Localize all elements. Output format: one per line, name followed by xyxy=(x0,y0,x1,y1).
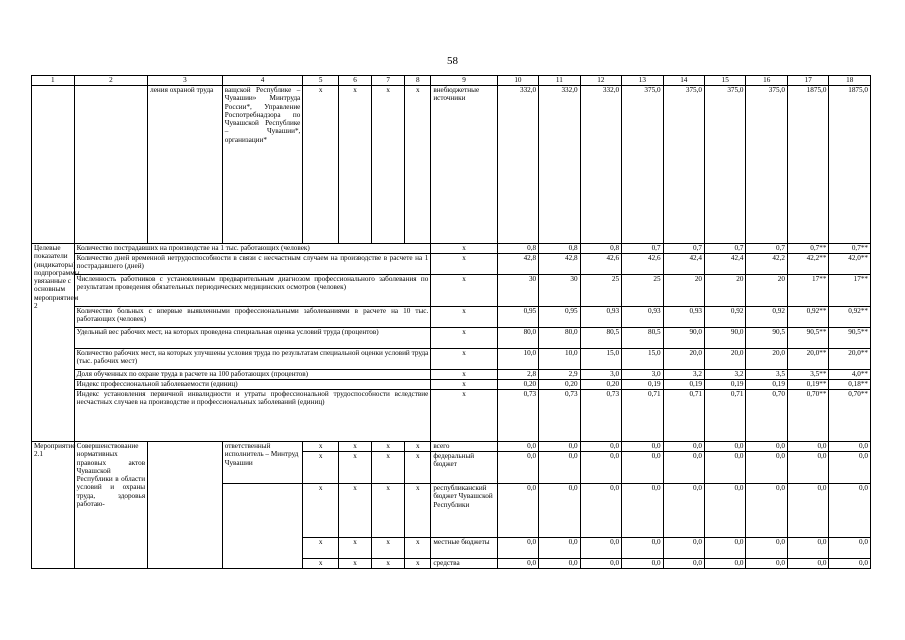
measure-label: Мероприятие 2.1 xyxy=(32,442,75,569)
value-cell: 0,92** xyxy=(787,307,828,328)
indicator-row xyxy=(32,328,871,349)
value-cell: 0,93 xyxy=(622,307,663,328)
value-cell: 0,0 xyxy=(663,442,704,452)
value-cell: 0,0 xyxy=(580,559,621,569)
header-cell: 16 xyxy=(746,76,787,86)
header-cell: 12 xyxy=(580,76,621,86)
value-cell: 0,0 xyxy=(663,484,704,538)
value-cell: 0,0 xyxy=(787,484,828,538)
indicator-row xyxy=(32,380,871,390)
value-cell: 0,0 xyxy=(746,484,787,538)
value-cell: 0,73 xyxy=(539,390,580,442)
indicator-text: Индекс профессиональной заболеваемости (единиц) xyxy=(74,380,431,390)
x-cell: x xyxy=(338,538,371,559)
value-cell: 0,70** xyxy=(829,390,871,442)
value-cell: 0,7 xyxy=(622,244,663,254)
value-cell: 15,0 xyxy=(580,349,621,370)
value-cell: 0,19 xyxy=(622,380,663,390)
value-cell: 0,0 xyxy=(829,538,871,559)
value-cell: 0,0 xyxy=(622,538,663,559)
value-cell: 1875,0 xyxy=(787,86,828,244)
header-cell: 17 xyxy=(787,76,828,86)
value-cell: 30 xyxy=(497,275,538,307)
header-cell: 8 xyxy=(405,76,431,86)
x-cell: x xyxy=(431,380,497,390)
program-table xyxy=(31,75,871,569)
value-cell: 0,0 xyxy=(705,538,746,559)
value-cell: 20 xyxy=(663,275,704,307)
value-cell: 0,7 xyxy=(746,244,787,254)
value-cell: 17** xyxy=(829,275,871,307)
source-cell: республиканский бюджет Чувашской Республики xyxy=(431,484,497,538)
x-cell: x xyxy=(431,307,497,328)
indicator-text: Доля обученных по охране труда в расчете на 100 работающих (процентов) xyxy=(74,370,431,380)
header-cell: 1 xyxy=(32,76,75,86)
value-cell: 0,0 xyxy=(539,452,580,484)
value-cell: 42,8 xyxy=(497,254,538,275)
header-cell: 4 xyxy=(222,76,303,86)
value-cell: 0,73 xyxy=(580,390,621,442)
value-cell: 3,2 xyxy=(705,370,746,380)
header-cell: 9 xyxy=(431,76,497,86)
indicator-text: Количество больных с впервые выявленными профессиональными заболеваниями в расчете на 10 тыс. работающих (человек) xyxy=(74,307,431,328)
x-cell: x xyxy=(372,484,405,538)
x-cell: x xyxy=(372,86,405,244)
value-cell: 0,0 xyxy=(705,559,746,569)
value-cell: 0,0 xyxy=(829,484,871,538)
value-cell: 42,6 xyxy=(580,254,621,275)
value-cell: 0,0 xyxy=(622,484,663,538)
x-cell: x xyxy=(405,86,431,244)
x-cell: x xyxy=(338,452,371,484)
indicators-label: Целевые показатели (индикаторы) подпрограммы, увязанные с основным мероприятием 2 xyxy=(32,244,75,442)
value-cell: 0,73 xyxy=(497,390,538,442)
header-cell: 5 xyxy=(303,76,339,86)
value-cell: 0,71 xyxy=(622,390,663,442)
value-cell: 80,5 xyxy=(580,328,621,349)
value-cell: 0,0 xyxy=(663,452,704,484)
value-cell: 0,7** xyxy=(787,244,828,254)
value-cell: 0,0 xyxy=(622,559,663,569)
value-cell: 0,95 xyxy=(497,307,538,328)
value-cell: 332,0 xyxy=(580,86,621,244)
value-cell: 0,93 xyxy=(663,307,704,328)
x-cell: x xyxy=(431,275,497,307)
executor-cell: ответственный исполнитель – Минтруд Чувашии xyxy=(222,442,303,484)
header-row xyxy=(32,76,871,86)
value-cell: 10,0 xyxy=(539,349,580,370)
header-cell: 14 xyxy=(663,76,704,86)
header-cell: 18 xyxy=(829,76,871,86)
empty-cell xyxy=(148,442,223,569)
source-cell: внебюджетные источники xyxy=(431,86,497,244)
value-cell: 42,4 xyxy=(705,254,746,275)
value-cell: 0,95 xyxy=(539,307,580,328)
value-cell: 42,0** xyxy=(829,254,871,275)
value-cell: 1875,0 xyxy=(829,86,871,244)
indicator-text: Количество пострадавших на производстве на 1 тыс. работающих (человек) xyxy=(74,244,431,254)
value-cell: 20 xyxy=(705,275,746,307)
value-cell: 0,71 xyxy=(705,390,746,442)
value-cell: 20 xyxy=(746,275,787,307)
value-cell: 332,0 xyxy=(497,86,538,244)
value-cell: 10,0 xyxy=(497,349,538,370)
value-cell: 0,0 xyxy=(622,442,663,452)
value-cell: 0,0 xyxy=(663,559,704,569)
value-cell: 42,2 xyxy=(746,254,787,275)
value-cell: 0,0 xyxy=(705,452,746,484)
value-cell: 0,0 xyxy=(539,442,580,452)
value-cell: 0,92 xyxy=(705,307,746,328)
value-cell: 25 xyxy=(622,275,663,307)
value-cell: 0,0 xyxy=(787,538,828,559)
x-cell: x xyxy=(372,559,405,569)
value-cell: 0,92** xyxy=(829,307,871,328)
source-cell: федеральный бюджет xyxy=(431,452,497,484)
x-cell: x xyxy=(405,442,431,452)
value-cell: 80,0 xyxy=(497,328,538,349)
value-cell: 0,71 xyxy=(663,390,704,442)
source-cell: всего xyxy=(431,442,497,452)
value-cell: 0,19 xyxy=(746,380,787,390)
value-cell: 3,2 xyxy=(663,370,704,380)
value-cell: 0,0 xyxy=(539,559,580,569)
value-cell: 0,0 xyxy=(829,452,871,484)
value-cell: 20,0** xyxy=(787,349,828,370)
value-cell: 0,0 xyxy=(787,442,828,452)
value-cell: 0,7 xyxy=(663,244,704,254)
value-cell: 3,5** xyxy=(787,370,828,380)
header-cell: 10 xyxy=(497,76,538,86)
x-cell: x xyxy=(338,484,371,538)
value-cell: 0,0 xyxy=(787,452,828,484)
source-cell: местные бюджеты xyxy=(431,538,497,559)
executor-cell: ващской Республике – Чувашии» Минтруда России*, Управление Роспотребнадзора по Чувашской Республике – Чувашии*, организации* xyxy=(222,86,303,244)
header-cell: 13 xyxy=(622,76,663,86)
value-cell: 0,0 xyxy=(746,452,787,484)
value-cell: 0,0 xyxy=(580,484,621,538)
value-cell: 0,0 xyxy=(622,452,663,484)
value-cell: 30 xyxy=(539,275,580,307)
value-cell: 0,19** xyxy=(787,380,828,390)
value-cell: 42,6 xyxy=(622,254,663,275)
funding-row xyxy=(32,86,871,244)
value-cell: 4,0** xyxy=(829,370,871,380)
value-cell: 3,5 xyxy=(746,370,787,380)
value-cell: 80,0 xyxy=(539,328,580,349)
indicator-text: Численность работников с установленным предварительным диагнозом профессионального заболевания по результатам проведения обязательных периодических медицинских осмотров (человек) xyxy=(74,275,431,307)
value-cell: 0,0 xyxy=(497,442,538,452)
value-cell: 375,0 xyxy=(705,86,746,244)
value-cell: 0,0 xyxy=(746,559,787,569)
value-cell: 375,0 xyxy=(746,86,787,244)
value-cell: 80,5 xyxy=(622,328,663,349)
value-cell: 20,0 xyxy=(663,349,704,370)
value-cell: 3,0 xyxy=(622,370,663,380)
x-cell: x xyxy=(431,349,497,370)
header-cell: 7 xyxy=(372,76,405,86)
value-cell: 0,0 xyxy=(580,452,621,484)
value-cell: 0,20 xyxy=(539,380,580,390)
x-cell: x xyxy=(303,86,339,244)
x-cell: x xyxy=(405,484,431,538)
value-cell: 15,0 xyxy=(622,349,663,370)
value-cell: 0,0 xyxy=(497,452,538,484)
value-cell: 0,20 xyxy=(580,380,621,390)
x-cell: x xyxy=(372,538,405,559)
value-cell: 3,0 xyxy=(580,370,621,380)
x-cell: x xyxy=(405,452,431,484)
value-cell: 2,9 xyxy=(539,370,580,380)
x-cell: x xyxy=(303,538,339,559)
value-cell: 20,0 xyxy=(746,349,787,370)
value-cell: 90,5** xyxy=(829,328,871,349)
x-cell: x xyxy=(405,538,431,559)
value-cell: 0,0 xyxy=(829,442,871,452)
value-cell: 90,0 xyxy=(705,328,746,349)
value-cell: 0,19 xyxy=(705,380,746,390)
value-cell: 0,92 xyxy=(746,307,787,328)
value-cell: 0,0 xyxy=(497,559,538,569)
header-cell: 3 xyxy=(148,76,223,86)
x-cell: x xyxy=(303,452,339,484)
x-cell: x xyxy=(405,559,431,569)
header-cell: 2 xyxy=(74,76,147,86)
x-cell: x xyxy=(338,559,371,569)
value-cell: 0,8 xyxy=(539,244,580,254)
empty-cell xyxy=(222,484,303,569)
page-number: 58 xyxy=(447,55,458,67)
value-cell: 0,0 xyxy=(663,538,704,559)
indicator-row xyxy=(32,244,871,254)
value-cell: 332,0 xyxy=(539,86,580,244)
value-cell: 0,8 xyxy=(497,244,538,254)
measure-row xyxy=(32,442,871,452)
measure-name: Совершенствование нормативных правовых актов Чувашской Республики в области условий и охраны труда, здоровья работаю- xyxy=(74,442,147,569)
indicator-row xyxy=(32,307,871,328)
value-cell: 20,0** xyxy=(829,349,871,370)
value-cell: 2,8 xyxy=(497,370,538,380)
indicator-row xyxy=(32,275,871,307)
value-cell: 0,0 xyxy=(497,538,538,559)
indicator-row xyxy=(32,370,871,380)
indicator-text: Индекс установления первичной инвалидности и утраты профессиональной трудоспособности вследствие несчастных случаев на производстве и профессиональных заболеваний (единиц) xyxy=(74,390,431,442)
value-cell: 42,4 xyxy=(663,254,704,275)
value-cell: 375,0 xyxy=(622,86,663,244)
value-cell: 375,0 xyxy=(663,86,704,244)
x-cell: x xyxy=(431,254,497,275)
empty-cell xyxy=(74,86,147,244)
header-cell: 6 xyxy=(338,76,371,86)
value-cell: 20,0 xyxy=(705,349,746,370)
indicator-text: Количество дней временной нетрудоспособности в связи с несчастным случаем на производстве в расчете на 1 пострадавшего (дней) xyxy=(74,254,431,275)
x-cell: x xyxy=(431,370,497,380)
value-cell: 17** xyxy=(787,275,828,307)
indicator-text: Количество рабочих мест, на которых улучшены условия труда по результатам специальной оценки условий труда (тыс. рабочих мест) xyxy=(74,349,431,370)
value-cell: 0,7** xyxy=(829,244,871,254)
value-cell: 0,0 xyxy=(497,484,538,538)
x-cell: x xyxy=(431,328,497,349)
header-cell: 15 xyxy=(705,76,746,86)
value-cell: 0,0 xyxy=(829,559,871,569)
x-cell: x xyxy=(372,442,405,452)
value-cell: 42,8 xyxy=(539,254,580,275)
value-cell: 0,20 xyxy=(497,380,538,390)
value-cell: 0,0 xyxy=(705,484,746,538)
header-cell: 11 xyxy=(539,76,580,86)
measure-name-cell: ления охраной труда xyxy=(148,86,223,244)
value-cell: 0,70** xyxy=(787,390,828,442)
value-cell: 0,0 xyxy=(787,559,828,569)
value-cell: 0,0 xyxy=(746,442,787,452)
value-cell: 0,0 xyxy=(746,538,787,559)
value-cell: 0,0 xyxy=(705,442,746,452)
value-cell: 0,0 xyxy=(539,484,580,538)
value-cell: 0,0 xyxy=(580,442,621,452)
x-cell: x xyxy=(372,452,405,484)
x-cell: x xyxy=(431,244,497,254)
value-cell: 0,0 xyxy=(539,538,580,559)
indicator-row xyxy=(32,390,871,442)
value-cell: 0,0 xyxy=(580,538,621,559)
indicator-row xyxy=(32,349,871,370)
indicator-text: Удельный вес рабочих мест, на которых проведена специальная оценка условий труда (процентов) xyxy=(74,328,431,349)
value-cell: 0,18** xyxy=(829,380,871,390)
x-cell: x xyxy=(338,86,371,244)
value-cell: 90,5** xyxy=(787,328,828,349)
value-cell: 90,5 xyxy=(746,328,787,349)
x-cell: x xyxy=(338,442,371,452)
indicator-row xyxy=(32,254,871,275)
value-cell: 25 xyxy=(580,275,621,307)
value-cell: 90,0 xyxy=(663,328,704,349)
x-cell: x xyxy=(431,390,497,442)
value-cell: 42,2** xyxy=(787,254,828,275)
value-cell: 0,70 xyxy=(746,390,787,442)
source-cell: средства xyxy=(431,559,497,569)
empty-cell xyxy=(32,86,75,244)
value-cell: 0,93 xyxy=(580,307,621,328)
value-cell: 0,8 xyxy=(580,244,621,254)
x-cell: x xyxy=(303,442,339,452)
value-cell: 0,7 xyxy=(705,244,746,254)
x-cell: x xyxy=(303,559,339,569)
value-cell: 0,19 xyxy=(663,380,704,390)
x-cell: x xyxy=(303,484,339,538)
